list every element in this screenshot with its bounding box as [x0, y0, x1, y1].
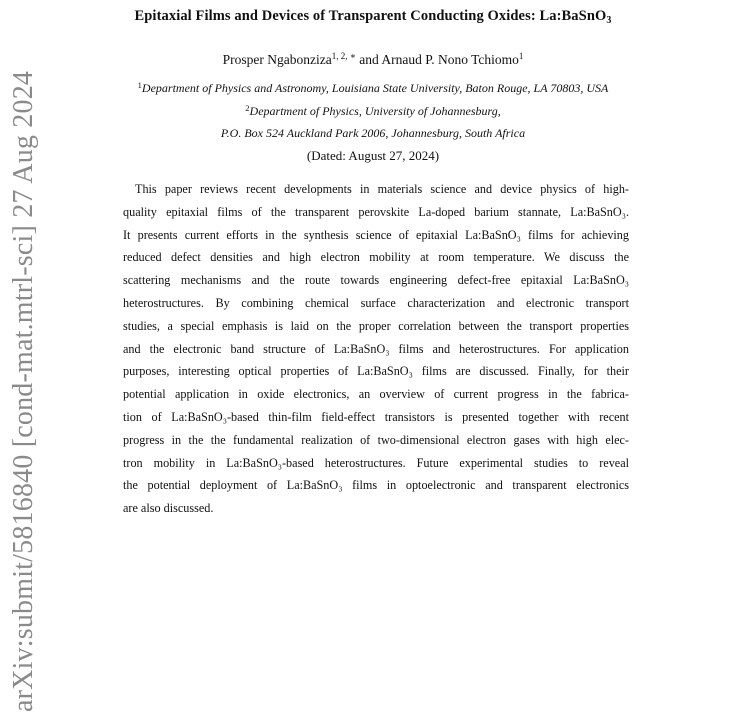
abstract-line: studies, a special emphasis is laid on the proper correlation between the transport properties [123, 318, 629, 333]
paper-title-subscript: 3 [606, 15, 612, 26]
affiliation-2-address [0, 126, 746, 141]
abstract-line: reduced defect densities and high electron mobility at room temperature. We discuss the [123, 250, 629, 265]
author-connector: and [355, 52, 382, 67]
abstract-line: are also discussed. [123, 501, 214, 516]
abstract-line: scattering mechanisms and the route towards engineering defect-free epitaxial La:BaSnO₃ [123, 273, 629, 288]
affiliation-2-line-1: Department of Physics, University of Johannesburg, [249, 104, 501, 118]
abstract-line: the potential deployment of La:BaSnO₃ films in optoelectronic and transparent electronics [123, 478, 629, 493]
arxiv-identifier-watermark: arXiv:submit/5816840 [cond-mat.mtrl-sci] 27 Aug 2024 [8, 70, 39, 712]
author-list [0, 51, 746, 68]
abstract-line: This paper reviews recent developments in materials science and device physics of high- [135, 182, 629, 196]
author-1-affiliation-marks: 1, 2, ∗ [331, 51, 356, 61]
affiliation-2-mark: 2 [245, 103, 250, 113]
affiliation-2-line-2: P.O. Box 524 Auckland Park 2006, Johannesburg, South Africa [220, 126, 526, 140]
abstract-line: progress in the the fundamental realization of two-dimensional electron gases with high elec- [123, 432, 629, 447]
dated-line: (Dated: August 27, 2024) [306, 148, 440, 163]
abstract-line: It presents current efforts in the synthesis science of epitaxial La:BaSnO₃ films for achieving [123, 227, 629, 242]
author-name-2: Arnaud P. Nono Tchiomo [381, 52, 519, 67]
abstract-line: heterostructures. By combining chemical surface characterization and electronic transport [123, 295, 629, 310]
affiliation-1 [0, 80, 746, 96]
paper-title [0, 8, 746, 26]
abstract [123, 178, 629, 520]
abstract-line: potential application in oxide electronics, an overview of current progress in the fabrica- [123, 387, 629, 402]
author-2-affiliation-marks: 1 [518, 51, 524, 61]
abstract-line: tion of La:BaSnO₃-based thin-film field-effect transistors is presented together with recent [123, 409, 629, 424]
paper-title-text: Epitaxial Films and Devices of Transparent Conducting Oxides: La:BaSnO [134, 8, 607, 24]
affiliation-2 [0, 103, 746, 119]
affiliation-1-mark: 1 [137, 80, 142, 90]
abstract-line: tron mobility in La:BaSnO₃-based heterostructures. Future experimental studies to reveal [123, 455, 629, 470]
affiliation-1-text: Department of Physics and Astronomy, Louisiana State University, Baton Rouge, LA 70803, USA [141, 81, 609, 95]
author-name-1: Prosper Ngabonziza [222, 52, 332, 67]
abstract-line: and the electronic band structure of La:BaSnO₃ films and heterostructures. For application [123, 341, 629, 356]
abstract-line: purposes, interesting optical properties of La:BaSnO₃ films are discussed. Finally, for their [123, 364, 629, 379]
abstract-line: quality epitaxial films of the transparent perovskite La-doped barium stannate, La:BaSnO₃. [123, 204, 629, 219]
